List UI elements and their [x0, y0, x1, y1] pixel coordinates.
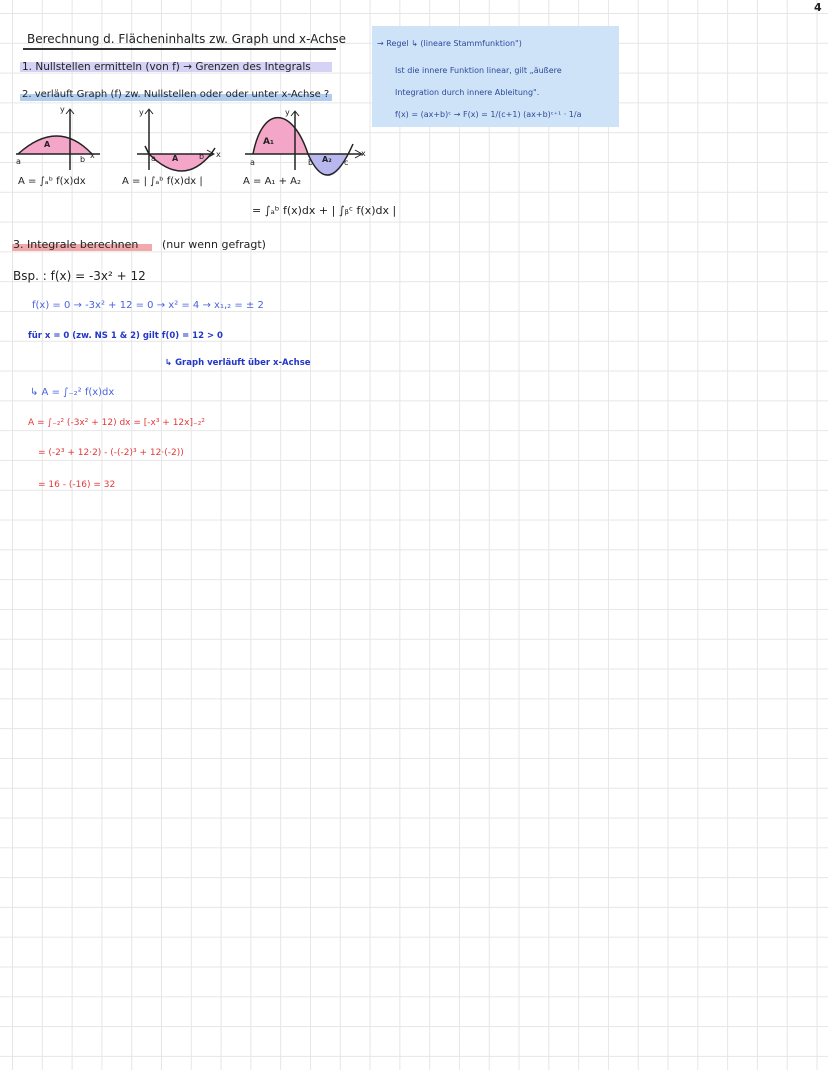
rule-line-3: f(x) = (ax+b)ᶜ → F(x) = 1/(c+1) (ax+b)ᶜ⁺¹ · 1/a [395, 110, 582, 119]
graph-below-axis [135, 108, 225, 173]
example-function: Bsp. : f(x) = -3x² + 12 [13, 269, 146, 283]
g3-a-label: a [250, 158, 255, 167]
page-title: Berechnung d. Flächeninhalts zw. Graph und x-Achse [27, 32, 347, 46]
rule-line-2: Integration durch innere Ableitung". [395, 88, 540, 97]
g2-y-label: y [139, 108, 144, 117]
g2-area-label: A [172, 154, 179, 163]
g2-x-label: x [216, 150, 221, 159]
rule-heading: → Regel ↳ (lineare Stammfunktion") [377, 39, 522, 48]
example-calc-1: A = ∫₋₂² (-3x² + 12) dx = [-x³ + 12x]₋₂² [28, 418, 205, 428]
page-number: 4 [814, 1, 822, 14]
g3-area1-label: A₁ [263, 137, 274, 147]
example-area-definition: ↳ A = ∫₋₂² f(x)dx [30, 387, 115, 398]
example-calc-3: = 16 - (-16) = 32 [38, 480, 116, 490]
step-3-note: (nur wenn gefragt) [162, 238, 266, 251]
step-1: 1. Nullstellen ermitteln (von f) → Grenzen des Integrals [22, 61, 311, 73]
g3-c-label: c [344, 158, 349, 167]
g3-area2-label: A₂ [322, 155, 332, 164]
example-zeros: f(x) = 0 → -3x² + 12 = 0 → x² = 4 → x₁,₂ = ± 2 [32, 300, 264, 311]
graph-above-axis [10, 108, 100, 173]
g1-b-label: b [80, 155, 86, 164]
g1-y-label: y [60, 105, 65, 114]
g3-formula-integrals: = ∫ₐᵇ f(x)dx + | ∫ᵦᶜ f(x)dx | [252, 204, 397, 217]
g2-formula: A = | ∫ₐᵇ f(x)dx | [122, 176, 203, 187]
g1-a-label: a [16, 157, 21, 166]
g2-a-label: a [151, 154, 156, 163]
g1-formula: A = ∫ₐᵇ f(x)dx [18, 176, 86, 187]
g1-x-label: x [90, 151, 95, 160]
rule-note-box [372, 26, 619, 127]
g3-y-label: y [285, 108, 290, 117]
rule-line-1: Ist die innere Funktion linear, gilt „äußere [395, 66, 562, 75]
example-check: für x = 0 (zw. NS 1 & 2) gilt f(0) = 12 > 0 [28, 331, 223, 341]
g1-area-label: A [44, 140, 51, 149]
g3-formula-sum: A = A₁ + A₂ [243, 176, 302, 187]
g3-b-label: b [308, 158, 314, 167]
g2-b-label: b [199, 152, 205, 161]
example-conclusion: ↳ Graph verläuft über x-Achse [165, 358, 311, 368]
example-calc-2: = (-2³ + 12·2) - (-(-2)³ + 12·(-2)) [38, 448, 184, 458]
step-3: 3. Integrale berechnen [13, 238, 139, 251]
step-2: 2. verläuft Graph (f) zw. Nullstellen oder oder unter x-Achse ? [22, 89, 330, 100]
title-underline [23, 48, 336, 50]
g3-x-label: x [361, 149, 366, 158]
